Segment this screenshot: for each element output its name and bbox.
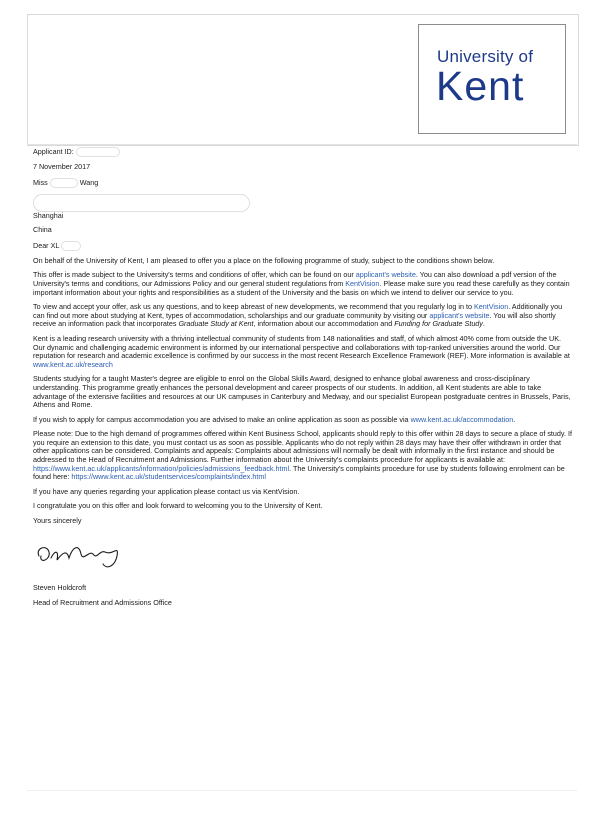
applicant-id-line [33,147,573,157]
page-bottom-divider [27,790,577,791]
redacted-address [33,194,250,212]
research-link[interactable]: www.kent.ac.uk/research [33,359,113,369]
accommodation-text: If you wish to apply for campus accommodation you are advised to make an online application as soon as possible via [33,414,409,424]
accept-text-4: , information about our accommodation and [253,319,393,329]
accept-text-3: . You will also shortly receive an information pack that incorporates [33,310,556,329]
note-text-1: Please note: Due to the high demand of programmes offered within Kent Business School, applicants should reply to this offer within 28 days to secure a place of study. If you require an extension to this date, you must contact us as soon as possible. Applicants who do not reply within 28 days may have their offer withdrawn in order that other applications can be considered. Complaints and appeals: Complaints about admissions will normally be dealt with informally in the first instance and should be addressed to the Head of Recruitment and Admissions. Further information about the University's complaints procedure for applicants is available at: [33,429,572,465]
salutation: Dear XL [33,240,60,250]
recipient-name-suffix: Wang [79,177,99,187]
logo-university-of: University of [437,47,534,66]
recipient-name-line [33,178,573,188]
terms-text-2: . You can also download a pdf version of the University's terms and conditions, our Admissions Policy and our general student regulations from [33,270,557,288]
salutation-line [33,241,573,251]
recipient-name-prefix: Miss [33,177,48,187]
accept-text-5: . [482,319,485,329]
kentvision-link[interactable]: KentVision [345,278,380,288]
applicant-id-label: Applicant ID: [33,146,74,156]
accommodation-link[interactable]: www.kent.ac.uk/accommodation [410,414,514,424]
recipient-city: Shanghai [33,210,64,220]
recipient-country: China [33,225,52,235]
signer-title: Head of Recruitment and Admissions Office [33,597,172,607]
applicants-website-link-2[interactable]: applicant's website [429,310,490,320]
signer-name: Steven Holdcroft [33,583,87,593]
redacted-salutation-name [61,241,81,251]
logo-kent: Kent [436,63,525,109]
paragraph-skills: Students studying for a taught Master's degree are eligible to enrol on the Global Skills Award, designed to enhance global awareness and cross-disciplinary understanding. This programme greatly enhances the personal development and career prospects of our students. In addition, all Kent students are able to take advantage of the extensive facilities and resources at our UK campuses in Canterbury and Medway, and our specialist European postgraduate centres in Brussels, Paris, Athens and Rome. [33,374,571,410]
complaints-link[interactable]: https://www.kent.ac.uk/studentservices/complaints/index.html [71,472,266,482]
paragraph-accommodation [33,416,573,425]
university-logo [418,24,566,134]
terms-text-1: This offer is made subject to the University's terms and conditions of offer, which can be found on our [33,270,354,280]
accept-text-1: To view and accept your offer, ask us any questions, and to keep abreast of new developments, we recommend that you regularly log in to [33,302,472,312]
header-divider [27,144,577,145]
redacted-applicant-id [76,147,120,157]
note-text-2: . The University's complaints procedure for use by students following enrolment can be found here: [33,463,565,482]
applicants-website-link[interactable]: applicant's website [355,270,416,280]
letter-date: 7 November 2017 [33,162,91,171]
accommodation-text-end: . [513,414,516,424]
paragraph-congratulations: I congratulate you on this offer and look forward to welcoming you to the University of Kent. [33,501,323,511]
signature-image [33,536,573,581]
redacted-first-name [50,178,78,188]
paragraph-offer: On behalf of the University of Kent, I am pleased to offer you a place on the following programme of study, subject to the conditions shown below. [33,255,495,265]
funding-title: Funding for Graduate Study [394,319,483,329]
paragraph-research [33,335,573,369]
closing: Yours sincerely [33,516,82,526]
paragraph-note [33,430,573,482]
admissions-feedback-link[interactable]: https://www.kent.ac.uk/applicants/information/policies/admissions_feedback.html [33,463,290,473]
research-text: Kent is a leading research university with a thriving intellectual community of students from 148 nationalities and staff, of which almost 40% come from outside the UK. Our dynamic and challenging academic environment is informed by our international perspective and collaborations with top-ranked universities around the world. Our reputation for research and academic excellence is confirmed by our success in the most recent Research Excellence Framework (REF). More information is available at [33,333,570,361]
paragraph-queries: If you have any queries regarding your application please contact us via KentVision. [33,486,300,496]
accept-text-2: . Additionally you can find out more about studying at Kent, types of accommodation, scholarships and our graduate community by visiting our [33,302,563,320]
offer-letter [33,147,573,613]
paragraph-terms [33,271,573,297]
kentvision-link-2[interactable]: KentVision [473,302,509,312]
terms-text-3: . Please make sure you read these carefully as they contain important information about your rights and responsibilities as a student of the University and the basis on which we intend to deliver our service to you. [33,278,570,297]
graduate-study-title: Graduate Study at Kent [178,319,254,329]
paragraph-accept [33,303,573,329]
